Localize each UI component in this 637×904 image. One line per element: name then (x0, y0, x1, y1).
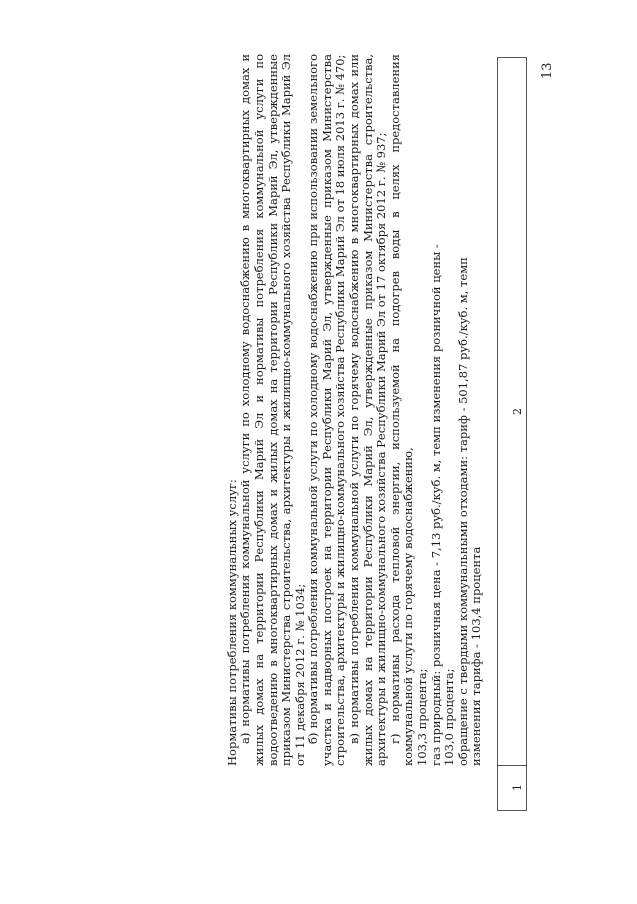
norms-item-a: а) нормативы потребления коммунальной услуги по холодному водоснабжению в многоквартирных домах и жилых домах на территории Республики Марий Эл и нормативы потребления коммунальной услуги по водоотведению в многоквартирных домах и жилых домах на территории Республики Марий Эл, утвержденные приказом Министерства строительства, архитектуры и жилищно-коммунального хозяйства Республики Марий Эл от 11 декабря 2012 г. № 1034; (238, 54, 307, 766)
table-top-border (497, 57, 498, 811)
table-header-border (526, 57, 527, 811)
norms-item-v: в) нормативы потребления коммунальной услуги по горячему водоснабжению в многоквартирных домах или жилых домах на территории Республики Марий Эл, утвержденные приказом Министерства строительства, архитектуры и жилищно-коммунального хозяйства Республики Марий Эл от 17 октября 2012 г. № 937; (347, 54, 389, 766)
norms-item-b: б) нормативы потребления коммунальной услуги по холодному водоснабжению при использовании земельного участка и надворных построек на территории Республики Марий Эл, утвержденные приказом Министерства строительства, архитектуры и жилищно-коммунального хозяйства Республики Марий Эл от 18 июля 2013 г. № 470; (306, 54, 348, 766)
table-left-border (497, 810, 526, 811)
tariff-lines (416, 54, 484, 766)
text-line: 103,0 процента; (442, 668, 457, 766)
text-line: 103,3 процента; (415, 668, 430, 766)
table-column-divider (497, 765, 526, 766)
column-header-1: 1 (511, 784, 524, 791)
text-line: газ природный: розничная цена - 7,13 руб./куб. м, темп изменения розничной цены - (428, 244, 443, 766)
table-cell-content (0, 54, 490, 766)
norms-section (226, 54, 416, 766)
norms-item-g: г) нормативы расхода тепловой энергии, используемой на подогрев воды в целях предоставления коммунальной услуги по горячему водоснабжению, (387, 54, 416, 766)
text-line: обращение с твердыми коммунальными отходами: тариф - 501,87 руб./куб. м, темп (455, 257, 470, 766)
norms-heading: Нормативы потребления коммунальных услуг: (224, 479, 239, 766)
column-header-2: 2 (511, 408, 524, 415)
page-number: 13 (540, 62, 555, 79)
table-right-border (497, 57, 526, 58)
text-line: изменения тарифа - 103,4 процента (469, 546, 484, 766)
